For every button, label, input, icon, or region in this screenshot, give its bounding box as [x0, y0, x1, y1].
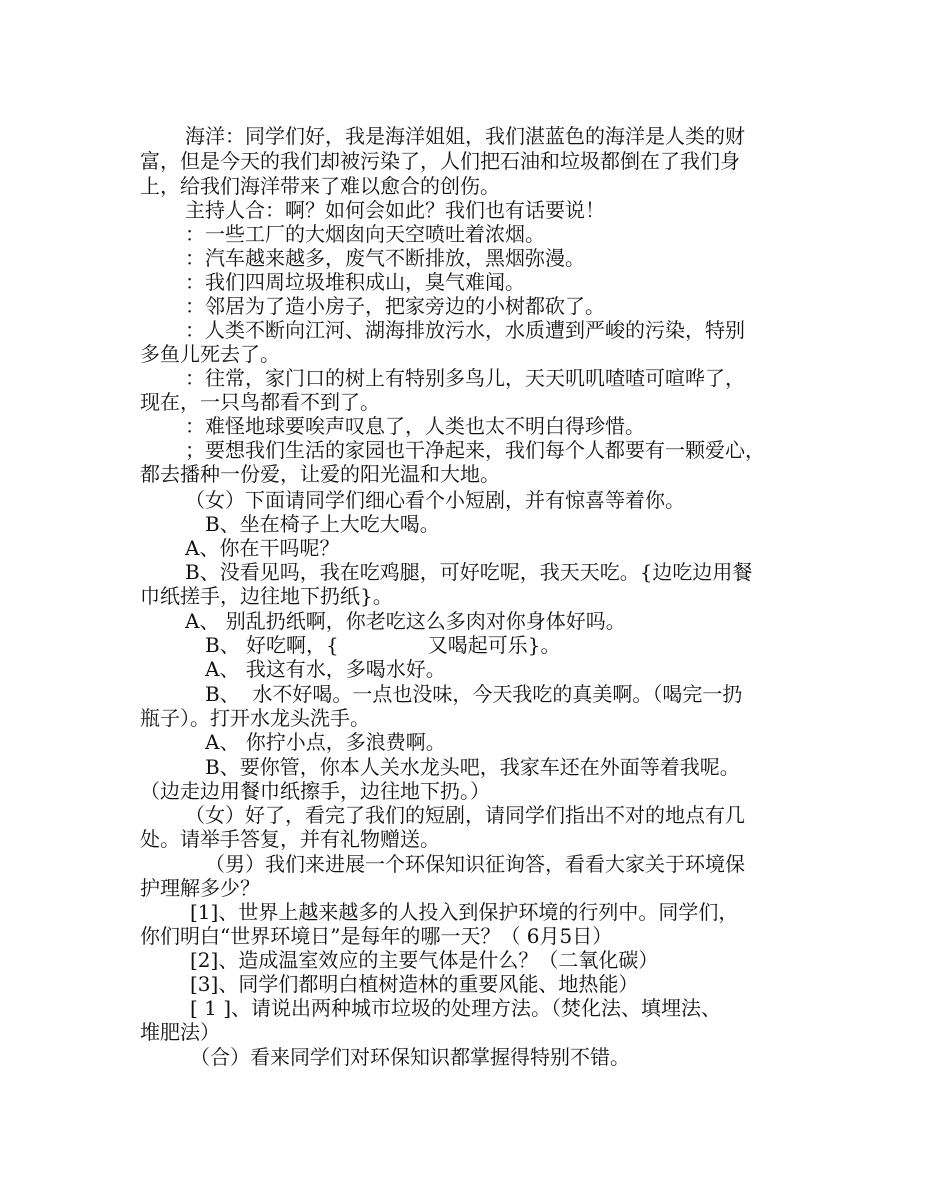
text-line: （边走边用餐巾纸擦手，边往地下扔。） [140, 779, 490, 803]
text-line: （女）下面请同学们细心看个小短剧，并有惊喜等着你。 [185, 488, 685, 512]
text-line: ：一些工厂的大烟囱向天空喷吐着浓烟。 [185, 222, 545, 246]
text-line: 堆肥法） [140, 1020, 220, 1044]
text-line: [ 1 ]、请说出两种城市垃圾的处理方法。（焚化法、填埋法、 [190, 996, 722, 1020]
text-line: ：汽车越来越多，废气不断排放，黑烟弥漫。 [185, 246, 585, 270]
text-line: B、 好吃啊，{ 又喝起可乐}。 [205, 633, 561, 657]
text-line: ：难怪地球要唉声叹息了，人类也太不明白得珍惜。 [185, 414, 645, 438]
text-line: 主持人合：啊？如何会如此？我们也有话要说！ [185, 198, 605, 222]
text-line: 瓶子）。打开水龙头洗手。 [140, 706, 370, 730]
text-line: 海洋：同学们好，我是海洋姐姐，我们湛蓝色的海洋是人类的财 [185, 124, 745, 148]
text-line: ；要想我们生活的家园也干净起来，我们每个人都要有一颗爱心， [185, 438, 765, 462]
text-line: B、坐在椅子上大吃大喝。 [205, 512, 440, 536]
text-line: B、没看见吗，我在吃鸡腿，可好吃呢，我天天吃。{边吃边用餐 [185, 560, 753, 584]
text-line: 上，给我们海洋带来了难以愈合的创伤。 [140, 174, 500, 198]
text-line: B、要你管，你本人关水龙头吧，我家车还在外面等着我呢。 [205, 755, 740, 779]
text-line: ：人类不断向江河、湖海排放污水，水质遭到严峻的污染，特别 [185, 318, 745, 342]
text-line: 处。请举手答复，并有礼物赠送。 [140, 827, 440, 851]
text-line: [1]、世界上越来越多的人投入到保护环境的行列中。同学们， [190, 900, 739, 924]
text-line: 你们明白“世界环境日”是每年的哪一天？（ 6月5日） [140, 924, 613, 948]
text-line: 巾纸搓手，边往地下扔纸}。 [140, 584, 393, 608]
text-line: 都去播种一份爱，让爱的阳光温和大地。 [140, 462, 500, 486]
text-line: （女）好了，看完了我们的短剧，请同学们指出不对的地点有几 [185, 803, 745, 827]
text-line: A、 你拧小点，多浪费啊。 [205, 730, 446, 754]
text-line: ：我们四周垃圾堆积成山，臭气难闻。 [185, 270, 525, 294]
text-line: 现在，一只鸟都看不到了。 [140, 390, 380, 414]
text-line: 富，但是今天的我们却被污染了，人们把石油和垃圾都倒在了我们身 [140, 149, 740, 173]
text-line: ：邻居为了造小房子，把家旁边的小树都砍了。 [185, 294, 605, 318]
text-line: （男）我们来进展一个环保知识征询答，看看大家关于环境保 [205, 852, 745, 876]
text-line: ：往常，家门口的树上有特别多鸟儿，天天叽叽喳喳可喧哗了， [185, 366, 745, 390]
text-line: [3]、同学们都明白植树造林的重要风能、地热能） [190, 972, 639, 996]
text-line: [2]、造成温室效应的主要气体是什么？（二氧化碳） [190, 948, 659, 972]
text-line: B、 水不好喝。一点也没味，今天我吃的真美啊。（喝完一扔 [205, 682, 743, 706]
text-line: A、你在干吗呢？ [185, 536, 340, 560]
text-line: 多鱼儿死去了。 [140, 342, 280, 366]
text-line: A、 我这有水，多喝水好。 [205, 657, 446, 681]
text-line: A、 别乱扔纸啊，你老吃这么多肉对你身体好吗。 [185, 609, 626, 633]
text-line: 护理解多少？ [140, 876, 260, 900]
text-line: （合）看来同学们对环保知识都掌握得特别不错。 [190, 1045, 630, 1069]
